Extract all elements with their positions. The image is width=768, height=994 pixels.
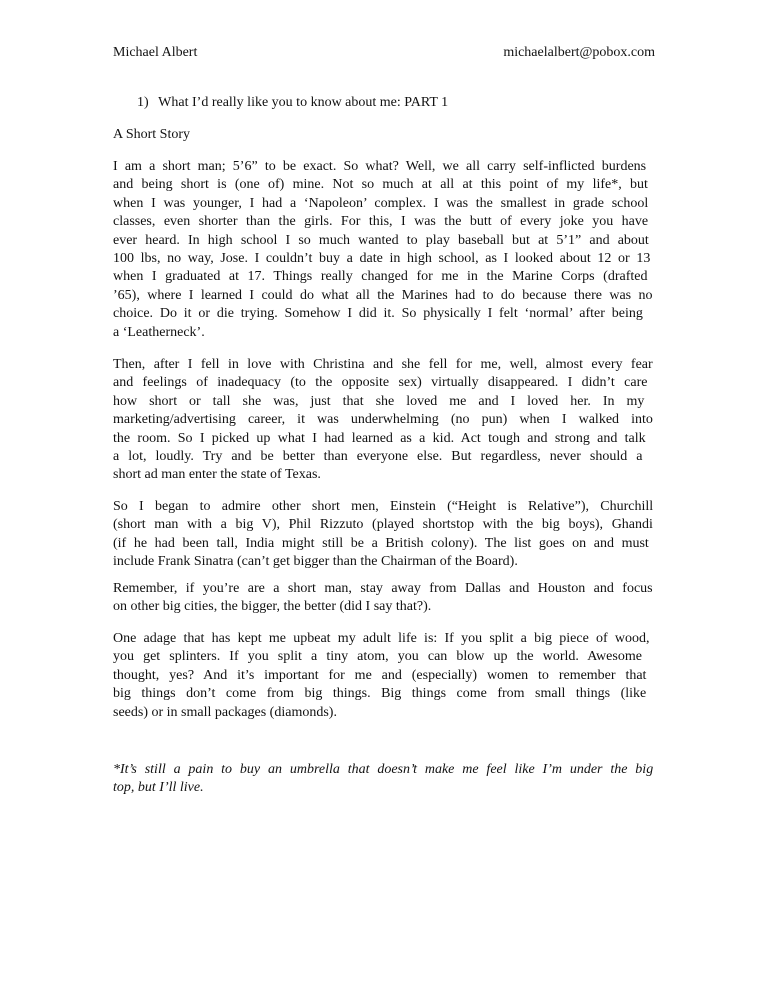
paragraph-line: a lot, loudly. Try and be better than everyone else. But regardless, never should a: [113, 449, 643, 464]
footnote-line: *It’s still a pain to buy an umbrella that doesn’t make me feel like I’m under the big: [113, 762, 654, 777]
author-name: Michael Albert: [113, 45, 198, 60]
paragraph-line: ’65), where I learned I could do what all the Marines had to do because there was no: [113, 287, 653, 303]
paragraph-line: how short or tall she was, just that she loved me and I loved her. In my: [113, 393, 645, 409]
paragraph-line: short ad man enter the state of Texas.: [113, 467, 321, 483]
paragraph-line: (short man with a big V), Phil Rizzuto (played shortstop with the big boys), Ghandi: [113, 517, 653, 533]
paragraph-line: when I graduated at 17. Things really changed for me in the Marine Corps (drafted: [113, 269, 648, 285]
paragraph-line: I am a short man; 5’6” to be exact. So what? Well, we all carry self-inflicted burdens: [113, 159, 647, 174]
paragraph-line: when I was younger, I had a ‘Napoleon’ complex. I was the smallest in grade school: [113, 195, 649, 211]
paragraph-line: So I began to admire other short men, Einstein (“Height is Relative”), Churchill: [113, 499, 654, 514]
paragraph-line: include Frank Sinatra (can’t get bigger than the Chairman of the Board).: [113, 554, 518, 570]
heading-number: 1): [137, 95, 149, 110]
paragraph-line: One adage that has kept me upbeat my adult life is: If you split a big piece of wood,: [113, 631, 650, 646]
paragraph-line: choice. Do it or die trying. Somehow I did it. So physically I felt ‘normal’ after being: [113, 306, 643, 322]
heading-text: What I’d really like you to know about me: PART 1: [158, 95, 449, 110]
paragraph-line: the room. So I picked up what I had learned as a kid. Act tough and strong and talk: [113, 430, 646, 446]
footnote-line: top, but I’ll live.: [113, 780, 204, 796]
paragraph-line: Then, after I fell in love with Christina and she fell for me, well, almost every fear: [113, 357, 653, 372]
paragraph-line: 100 lbs, no way, Jose. I couldn’t buy a date in high school, as I looked about 12 or 13: [113, 251, 651, 266]
paragraph-line: (if he had been tall, India might still be a British colony). The list goes on and must: [113, 535, 649, 551]
paragraph-line: big things don’t come from big things. Big things come from small things (like: [113, 686, 647, 702]
paragraph-line: a ‘Leatherneck’.: [113, 324, 205, 340]
paragraph-line: classes, even shorter than the girls. For this, I was the butt of every joke you have: [113, 214, 649, 230]
author-email: michaelalbert@pobox.com: [503, 45, 655, 60]
paragraph-line: thought, yes? And it’s important for me and (especially) women to remember that: [113, 667, 647, 683]
paragraph-line: ever heard. In high school I so much wanted to play baseball but at 5’1” and about: [113, 232, 649, 248]
paragraph-line: seeds) or in small packages (diamonds).: [113, 704, 337, 720]
section-heading: [137, 94, 448, 112]
paragraph-line: and being short is (one of) mine. Not so much at all at this point of my life*, but: [113, 177, 648, 193]
paragraph-line: Remember, if you’re are a short man, stay away from Dallas and Houston and focus: [113, 581, 653, 596]
paragraph-line: marketing/advertising career, it was underwhelming (no pun) when I walked into: [113, 412, 653, 428]
paragraph-line: and feelings of inadequacy (to the opposite sex) virtually disappeared. I didn’t care: [113, 375, 648, 391]
paragraph-line: on other big cities, the bigger, the better (did I say that?).: [113, 599, 432, 615]
paragraph-line: you get splinters. If you split a tiny atom, you can blow up the world. Awesome: [113, 649, 642, 665]
story-title: A Short Story: [113, 127, 191, 142]
